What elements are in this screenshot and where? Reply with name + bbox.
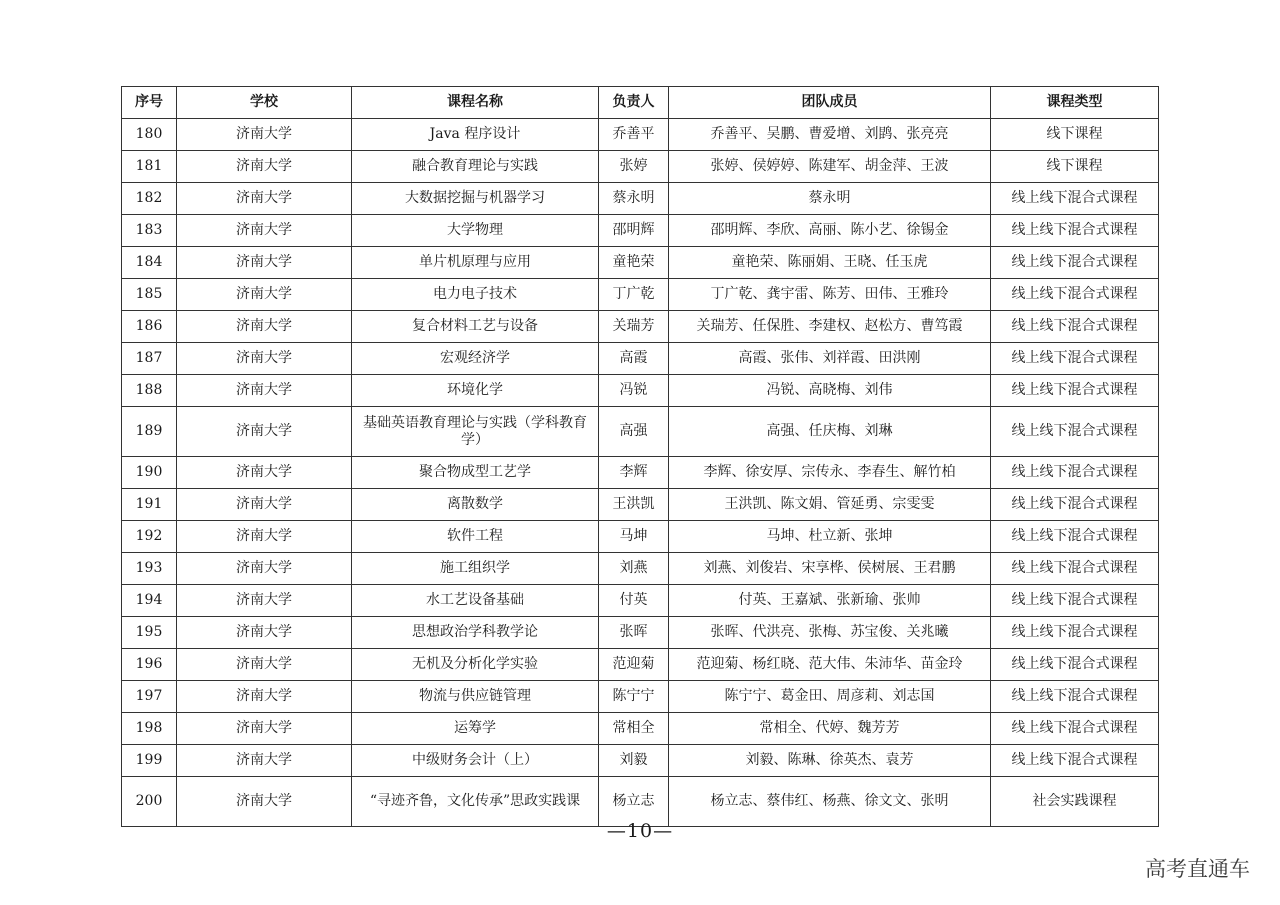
cell-index: 200 <box>122 777 177 827</box>
table-row <box>122 649 1159 681</box>
table-row <box>122 681 1159 713</box>
header-team-members: 团队成员 <box>669 87 991 119</box>
cell-course-type: 线上线下混合式课程 <box>991 553 1159 585</box>
cell-team-members: 范迎菊、杨红晓、范大伟、朱沛华、苗金玲 <box>669 649 991 681</box>
cell-course-name: 大数据挖掘与机器学习 <box>352 183 599 215</box>
cell-school: 济南大学 <box>177 247 352 279</box>
cell-course-type: 社会实践课程 <box>991 777 1159 827</box>
cell-team-members: 王洪凯、陈文娟、管延勇、宗雯雯 <box>669 489 991 521</box>
cell-leader: 张婷 <box>599 151 669 183</box>
cell-team-members: 高霞、张伟、刘祥霞、田洪刚 <box>669 343 991 375</box>
cell-school: 济南大学 <box>177 279 352 311</box>
cell-leader: 杨立志 <box>599 777 669 827</box>
cell-index: 192 <box>122 521 177 553</box>
cell-index: 183 <box>122 215 177 247</box>
table-row <box>122 151 1159 183</box>
cell-index: 186 <box>122 311 177 343</box>
cell-index: 189 <box>122 407 177 457</box>
cell-course-type: 线上线下混合式课程 <box>991 215 1159 247</box>
header-index: 序号 <box>122 87 177 119</box>
table-row <box>122 407 1159 457</box>
cell-course-name: 基础英语教育理论与实践（学科教育学） <box>352 407 599 457</box>
cell-course-name: 单片机原理与应用 <box>352 247 599 279</box>
table-row <box>122 183 1159 215</box>
cell-course-type: 线上线下混合式课程 <box>991 617 1159 649</box>
cell-course-type: 线上线下混合式课程 <box>991 375 1159 407</box>
cell-index: 184 <box>122 247 177 279</box>
cell-course-name: 思想政治学科教学论 <box>352 617 599 649</box>
cell-course-name: 聚合物成型工艺学 <box>352 457 599 489</box>
cell-course-name: 施工组织学 <box>352 553 599 585</box>
table-row <box>122 247 1159 279</box>
cell-team-members: 李辉、徐安厚、宗传永、李春生、解竹柏 <box>669 457 991 489</box>
cell-course-name: 大学物理 <box>352 215 599 247</box>
cell-leader: 邵明辉 <box>599 215 669 247</box>
table-row <box>122 521 1159 553</box>
header-leader: 负责人 <box>599 87 669 119</box>
cell-index: 191 <box>122 489 177 521</box>
cell-index: 188 <box>122 375 177 407</box>
cell-leader: 李辉 <box>599 457 669 489</box>
cell-index: 182 <box>122 183 177 215</box>
cell-school: 济南大学 <box>177 407 352 457</box>
cell-course-type: 线上线下混合式课程 <box>991 183 1159 215</box>
table-row <box>122 553 1159 585</box>
cell-leader: 王洪凯 <box>599 489 669 521</box>
cell-course-type: 线下课程 <box>991 151 1159 183</box>
cell-team-members: 蔡永明 <box>669 183 991 215</box>
cell-course-type: 线上线下混合式课程 <box>991 247 1159 279</box>
cell-team-members: 陈宁宁、葛金田、周彦莉、刘志国 <box>669 681 991 713</box>
cell-course-type: 线上线下混合式课程 <box>991 713 1159 745</box>
cell-course-name: 无机及分析化学实验 <box>352 649 599 681</box>
cell-course-type: 线上线下混合式课程 <box>991 649 1159 681</box>
cell-course-name: 离散数学 <box>352 489 599 521</box>
cell-index: 196 <box>122 649 177 681</box>
cell-course-type: 线上线下混合式课程 <box>991 457 1159 489</box>
table-row <box>122 375 1159 407</box>
cell-course-type: 线上线下混合式课程 <box>991 745 1159 777</box>
cell-course-type: 线下课程 <box>991 119 1159 151</box>
cell-school: 济南大学 <box>177 151 352 183</box>
cell-school: 济南大学 <box>177 183 352 215</box>
cell-index: 198 <box>122 713 177 745</box>
cell-school: 济南大学 <box>177 311 352 343</box>
cell-school: 济南大学 <box>177 215 352 247</box>
page-number: —10— <box>606 820 674 842</box>
table-row <box>122 489 1159 521</box>
cell-team-members: 童艳荣、陈丽娟、王晓、任玉虎 <box>669 247 991 279</box>
cell-team-members: 马坤、杜立新、张坤 <box>669 521 991 553</box>
cell-team-members: 邵明辉、李欣、高丽、陈小艺、徐锡金 <box>669 215 991 247</box>
cell-index: 181 <box>122 151 177 183</box>
table-header-row <box>122 87 1159 119</box>
table-row <box>122 457 1159 489</box>
course-list-table <box>121 86 1159 827</box>
cell-course-name: 运筹学 <box>352 713 599 745</box>
cell-school: 济南大学 <box>177 713 352 745</box>
table-row <box>122 343 1159 375</box>
table-row <box>122 119 1159 151</box>
cell-team-members: 付英、王嘉斌、张新瑜、张帅 <box>669 585 991 617</box>
cell-leader: 范迎菊 <box>599 649 669 681</box>
cell-course-name: 融合教育理论与实践 <box>352 151 599 183</box>
cell-index: 180 <box>122 119 177 151</box>
cell-school: 济南大学 <box>177 617 352 649</box>
cell-course-type: 线上线下混合式课程 <box>991 585 1159 617</box>
header-course-name: 课程名称 <box>352 87 599 119</box>
cell-team-members: 刘毅、陈琳、徐英杰、袁芳 <box>669 745 991 777</box>
cell-school: 济南大学 <box>177 745 352 777</box>
cell-course-name: 软件工程 <box>352 521 599 553</box>
cell-course-type: 线上线下混合式课程 <box>991 279 1159 311</box>
cell-course-type: 线上线下混合式课程 <box>991 311 1159 343</box>
cell-school: 济南大学 <box>177 553 352 585</box>
cell-leader: 付英 <box>599 585 669 617</box>
cell-leader: 陈宁宁 <box>599 681 669 713</box>
cell-school: 济南大学 <box>177 649 352 681</box>
table-row <box>122 617 1159 649</box>
cell-school: 济南大学 <box>177 489 352 521</box>
cell-leader: 刘毅 <box>599 745 669 777</box>
cell-course-name: 复合材料工艺与设备 <box>352 311 599 343</box>
cell-course-name: 宏观经济学 <box>352 343 599 375</box>
cell-course-name: 水工艺设备基础 <box>352 585 599 617</box>
cell-course-name: Java 程序设计 <box>352 119 599 151</box>
watermark-text: 高考直通车 <box>1145 857 1250 881</box>
cell-course-type: 线上线下混合式课程 <box>991 681 1159 713</box>
table-row <box>122 215 1159 247</box>
table-row <box>122 279 1159 311</box>
cell-leader: 冯锐 <box>599 375 669 407</box>
cell-course-name: 环境化学 <box>352 375 599 407</box>
cell-school: 济南大学 <box>177 681 352 713</box>
cell-leader: 乔善平 <box>599 119 669 151</box>
cell-leader: 刘燕 <box>599 553 669 585</box>
cell-team-members: 丁广乾、龚宇雷、陈芳、田伟、王雅玲 <box>669 279 991 311</box>
table-row <box>122 585 1159 617</box>
cell-course-name: “寻迹齐鲁，文化传承”思政实践课 <box>352 777 599 827</box>
cell-index: 187 <box>122 343 177 375</box>
cell-course-name: 物流与供应链管理 <box>352 681 599 713</box>
table-row <box>122 777 1159 827</box>
cell-index: 199 <box>122 745 177 777</box>
cell-index: 197 <box>122 681 177 713</box>
cell-leader: 高强 <box>599 407 669 457</box>
cell-index: 195 <box>122 617 177 649</box>
cell-team-members: 刘燕、刘俊岩、宋享桦、侯树展、王君鹏 <box>669 553 991 585</box>
cell-school: 济南大学 <box>177 375 352 407</box>
cell-leader: 关瑞芳 <box>599 311 669 343</box>
table-row <box>122 745 1159 777</box>
header-school: 学校 <box>177 87 352 119</box>
cell-leader: 马坤 <box>599 521 669 553</box>
cell-leader: 张晖 <box>599 617 669 649</box>
cell-school: 济南大学 <box>177 521 352 553</box>
cell-leader: 蔡永明 <box>599 183 669 215</box>
cell-school: 济南大学 <box>177 585 352 617</box>
cell-course-type: 线上线下混合式课程 <box>991 343 1159 375</box>
table-row <box>122 713 1159 745</box>
cell-index: 185 <box>122 279 177 311</box>
cell-leader: 丁广乾 <box>599 279 669 311</box>
cell-school: 济南大学 <box>177 343 352 375</box>
cell-team-members: 常相全、代婷、魏芳芳 <box>669 713 991 745</box>
cell-course-type: 线上线下混合式课程 <box>991 489 1159 521</box>
cell-team-members: 冯锐、高晓梅、刘伟 <box>669 375 991 407</box>
cell-leader: 高霞 <box>599 343 669 375</box>
cell-team-members: 乔善平、吴鹏、曹爱增、刘鹍、张亮亮 <box>669 119 991 151</box>
table-body <box>122 119 1159 827</box>
cell-index: 190 <box>122 457 177 489</box>
table-row <box>122 311 1159 343</box>
cell-course-name: 中级财务会计（上） <box>352 745 599 777</box>
cell-school: 济南大学 <box>177 457 352 489</box>
cell-index: 194 <box>122 585 177 617</box>
cell-school: 济南大学 <box>177 777 352 827</box>
cell-team-members: 杨立志、蔡伟红、杨燕、徐文文、张明 <box>669 777 991 827</box>
cell-course-type: 线上线下混合式课程 <box>991 521 1159 553</box>
cell-team-members: 高强、任庆梅、刘琳 <box>669 407 991 457</box>
cell-course-type: 线上线下混合式课程 <box>991 407 1159 457</box>
cell-index: 193 <box>122 553 177 585</box>
header-course-type: 课程类型 <box>991 87 1159 119</box>
cell-team-members: 张婷、侯婷婷、陈建军、胡金萍、王波 <box>669 151 991 183</box>
cell-leader: 童艳荣 <box>599 247 669 279</box>
cell-leader: 常相全 <box>599 713 669 745</box>
cell-course-name: 电力电子技术 <box>352 279 599 311</box>
cell-team-members: 关瑞芳、任保胜、李建权、赵松方、曹笃霞 <box>669 311 991 343</box>
cell-team-members: 张晖、代洪亮、张梅、苏宝俊、关兆曦 <box>669 617 991 649</box>
cell-school: 济南大学 <box>177 119 352 151</box>
